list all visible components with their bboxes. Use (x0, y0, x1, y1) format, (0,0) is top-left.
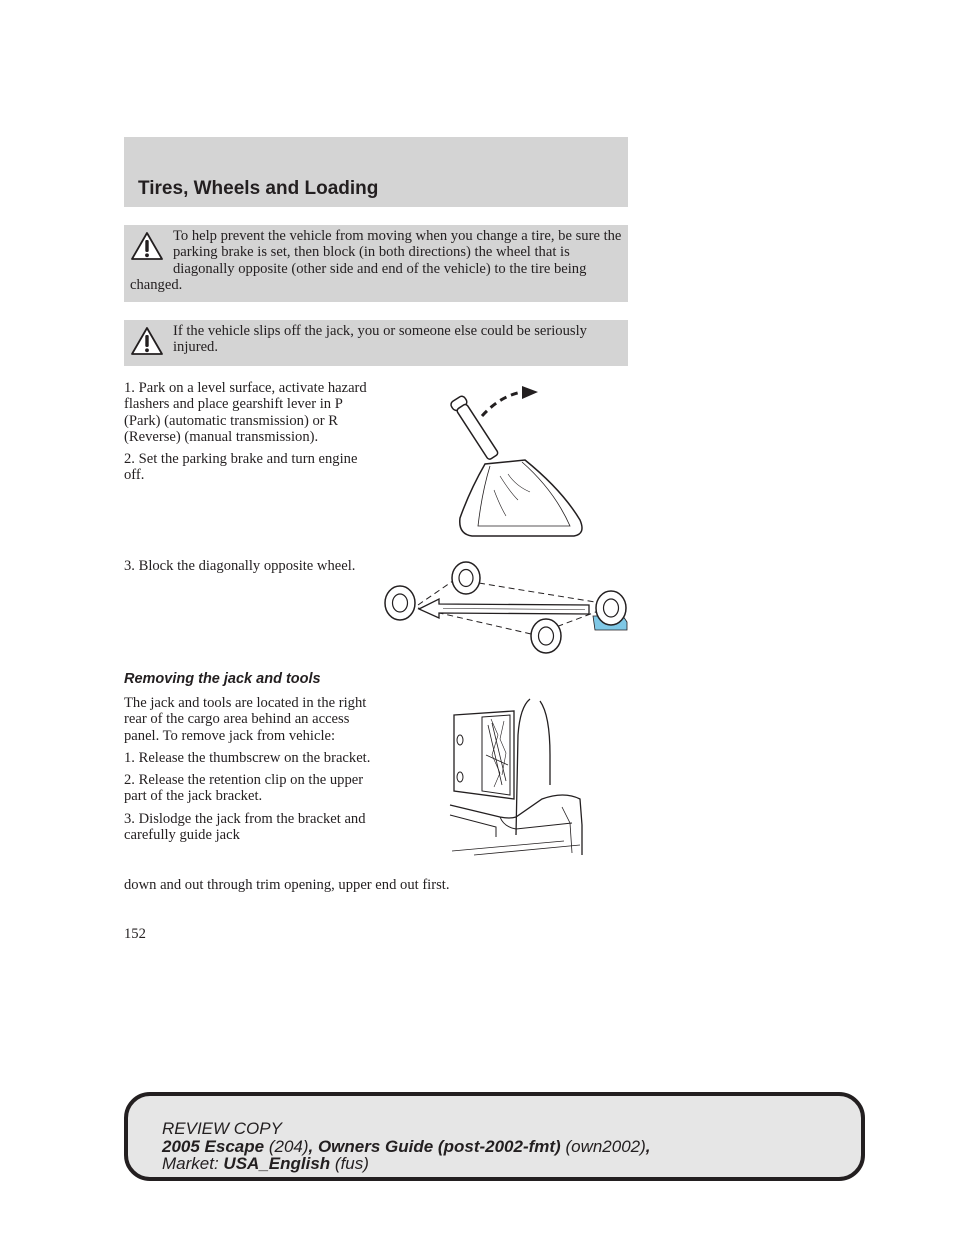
jack-step-thumbscrew: 1. Release the thumbscrew on the bracket. (124, 749, 371, 766)
footer-market-code: (fus) (334, 1154, 369, 1173)
steps-block-park (124, 380, 374, 490)
warning-triangle-icon (130, 231, 164, 261)
gearshift-lever-illustration (430, 380, 605, 540)
review-copy-footer (124, 1092, 865, 1181)
footer-guide-code: (own2002) (565, 1136, 646, 1156)
section-title: Tires, Wheels and Loading (138, 178, 379, 199)
page-number: 152 (124, 926, 146, 942)
jack-step-dislodge-continued: down and out through trim opening, upper end out first. (124, 877, 450, 893)
warning-text: To help prevent the vehicle from moving when you change a tire, be sure the parking brake is set, then block (in both directions) the wheel that is diagonally opposite (other side and end of the vehicle) to the tire being changed. (130, 228, 622, 293)
warning-text: If the vehicle slips off the jack, you or someone else could be seriously injured. (173, 323, 587, 356)
step-block-wheel: 3. Block the diagonally opposite wheel. (124, 558, 356, 574)
wheel-block-diagram (383, 558, 633, 658)
footer-comma: , (645, 1136, 651, 1156)
footer-market-label: Market: (162, 1154, 219, 1173)
cargo-area-jack-illustration (444, 695, 589, 860)
footer-model-code: (204) (268, 1136, 309, 1156)
jack-instructions (124, 695, 374, 843)
footer-market-info (162, 1155, 861, 1173)
footer-market: USA_English (223, 1154, 331, 1173)
step-parking-brake: 2. Set the parking brake and turn engine off. (124, 451, 358, 484)
footer-model: 2005 Escape (162, 1136, 265, 1156)
footer-guide: , Owners Guide (post-2002-fmt) (308, 1136, 561, 1156)
warning-triangle-icon (130, 326, 164, 356)
warning-box-jack-slip (124, 320, 628, 366)
jack-section-heading: Removing the jack and tools (124, 671, 321, 687)
jack-step-retention-clip: 2. Release the retention clip on the upper part of the jack bracket. (124, 772, 364, 805)
jack-step-dislodge: 3. Dislodge the jack from the bracket and carefully guide jack (124, 810, 366, 844)
section-header-band (124, 137, 628, 207)
review-copy-label: REVIEW COPY (162, 1119, 282, 1138)
footer-document-info (162, 1138, 861, 1156)
warning-box-parking-brake (124, 225, 628, 302)
step-park: 1. Park on a level surface, activate hazard flashers and place gearshift lever in P (Park) (automatic transmission) or R (Reverse) (manual transmission). (124, 380, 367, 445)
jack-intro: The jack and tools are located in the right rear of the cargo area behind an access panel. To remove jack from vehicle: (124, 695, 367, 744)
steps-block-chock (124, 558, 374, 580)
